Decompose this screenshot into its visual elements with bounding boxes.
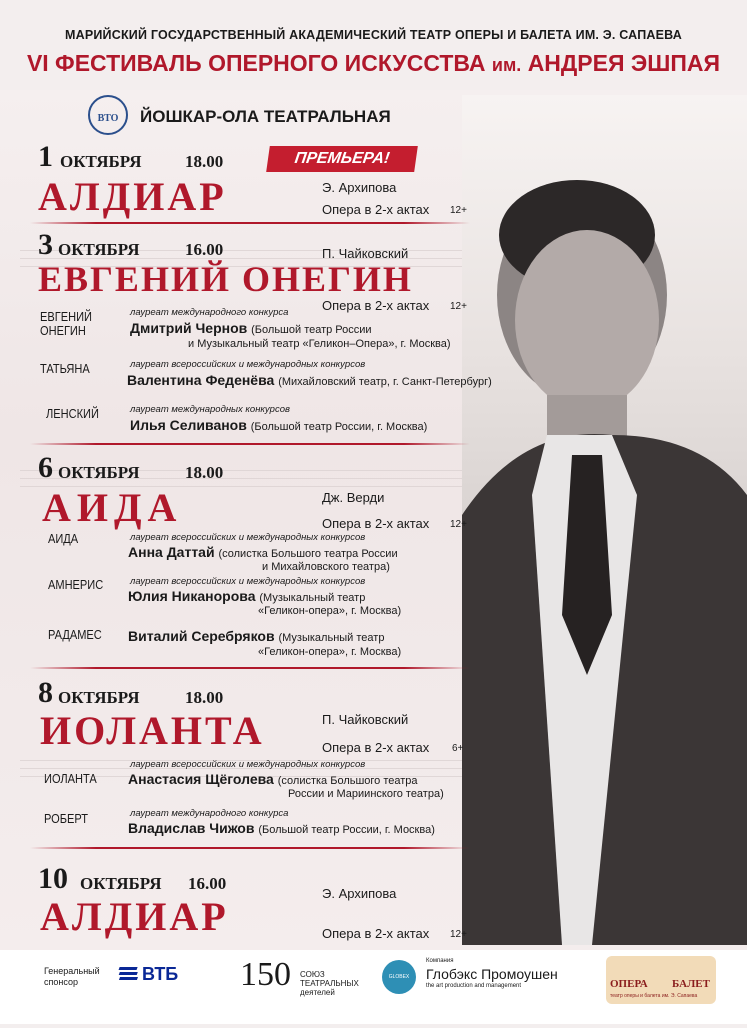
opera-ballet-logo [606,956,716,1004]
vto-logo [88,95,128,135]
event-type: Опера в 2-х актах [322,516,430,531]
cast-singer [128,588,365,604]
singer-name: Виталий Серебряков [128,628,275,644]
event-day: 8 [38,676,53,709]
theatre-name: МАРИЙСКИЙ ГОСУДАРСТВЕННЫЙ АКАДЕМИЧЕСКИЙ ТЕАТР ОПЕРЫ И БАЛЕТА ИМ. Э. САПАЕВА [65,28,682,42]
event-composer: Э. Архипова [322,886,397,901]
cast-singer [128,771,418,787]
cast-title: лауреат международных конкурсов [130,404,290,415]
cast-role: АИДА [48,531,79,546]
premiere-badge: ПРЕМЬЕРА! [266,146,418,172]
singer-affiliation-2: и Михайловского театра) [262,561,390,573]
vto-logo-text: ВТО [97,113,119,124]
std-text: СОЮЗ ТЕАТРАЛЬНЫХ деятелей [300,970,359,997]
event-age: 6+ [452,743,464,754]
cast-role: ТАТЬЯНА [40,361,90,376]
cast-singer [128,628,384,644]
event-age: 12+ [450,519,467,530]
singer-affiliation: (солистка Большого театра России [218,548,398,560]
divider [30,222,470,224]
singer-affiliation: (Большой театр России [251,324,372,336]
event-title: АИДА [42,485,183,530]
singer-name: Валентина Феденёва [127,372,275,388]
singer-affiliation-2: «Геликон-опера», г. Москва) [258,646,402,658]
event-day: 10 [38,862,68,895]
globex-subtitle: the art production and management [426,983,522,989]
festival-name: АНДРЕЯ ЭШПАЯ [527,50,721,76]
event-title: АЛДИАР [40,894,229,939]
globex-name: Глобэкс Промоушен [426,966,558,982]
general-sponsor-label: Генеральный спонсор [44,966,100,987]
vtb-stripes-icon [118,966,140,982]
event-age: 12+ [450,205,467,216]
cast-role: ЕВГЕНИЙ ОНЕГИН [40,309,92,338]
event-time: 18.00 [185,463,224,482]
cast-singer [127,372,492,388]
cast-role: РАДАМЕС [48,627,102,642]
event-time: 18.00 [185,688,224,707]
cast-role: ИОЛАНТА [44,771,97,786]
singer-name: Анастасия Щёголева [128,771,274,787]
globex-logo-icon: GLOBEX PROMOTION [382,960,416,994]
cast-title: лауреат всероссийских и международных конкурсов [130,532,366,543]
singer-affiliation: (Большой театр России, г. Москва) [250,421,428,433]
vtb-name: ВТБ [142,964,179,984]
event-title: ИОЛАНТА [40,708,265,753]
event-type: Опера в 2-х актах [322,740,430,755]
festival-prefix: VI ФЕСТИВАЛЬ ОПЕРНОГО ИСКУССТВА [26,50,486,76]
event-month: ОКТЯБРЯ [58,688,140,707]
event-month: ОКТЯБРЯ [80,874,162,893]
singer-affiliation-2: России и Мариинского театра) [288,788,444,800]
std-150-logo: 150 [240,956,291,993]
singer-name: Илья Селиванов [130,417,247,433]
cast-singer [130,320,372,336]
event-day: 3 [38,228,53,261]
event-composer: П. Чайковский [322,712,409,727]
event-month: ОКТЯБРЯ [60,152,142,171]
divider [30,847,470,849]
cast-role: РОБЕРТ [44,811,88,826]
singer-name: Анна Даттай [128,544,215,560]
singer-name: Владислав Чижов [128,820,255,836]
event-month: ОКТЯБРЯ [58,463,140,482]
opera-logo-sub: театр оперы и балета им. Э. Сапаева [610,993,698,999]
event-type: Опера в 2-х актах [322,298,430,313]
singer-affiliation: (Михайловский театр, г. Санкт-Петербург) [278,376,492,388]
singer-affiliation-2: и Музыкальный театр «Геликон–Опера», г. Москва) [188,338,451,350]
event-title: АЛДИАР [38,174,227,219]
event-composer: Э. Архипова [322,180,397,195]
singer-affiliation: (Музыкальный театр [278,632,385,644]
event-title: ЕВГЕНИЙ ОНЕГИН [38,259,413,299]
portrait-photo [462,95,747,945]
divider [30,443,470,445]
event-time: 16.00 [185,240,224,259]
event-time: 18.00 [185,152,224,171]
festival-im: им. [491,55,522,75]
cast-title: лауреат всероссийских и международных конкурсов [130,759,366,770]
cast-role: АМНЕРИС [48,577,104,592]
event-day: 6 [38,451,53,484]
event-composer: Дж. Верди [322,490,385,505]
event-type: Опера в 2-х актах [322,926,430,941]
event-age: 12+ [450,929,467,940]
cast-singer [128,820,435,836]
cast-singer [130,417,427,433]
festival-title [0,50,747,77]
singer-affiliation: (Большой театр России, г. Москва) [258,824,435,836]
singer-name: Юлия Никанорова [128,588,256,604]
opera-logo-left: ОПЕРА [610,978,648,990]
cast-title: лауреат международного конкурса [130,307,289,318]
singer-name: Дмитрий Чернов [130,320,248,336]
event-age: 12+ [450,301,467,312]
event-composer: П. Чайковский [322,246,409,261]
opera-logo-right: БАЛЕТ [672,978,710,990]
cast-title: лауреат всероссийских и международных конкурсов [130,576,366,587]
event-month: ОКТЯБРЯ [58,240,140,259]
cast-title: лауреат международного конкурса [130,808,289,819]
globex-company-label: Компания [426,958,454,964]
cast-role: ЛЕНСКИЙ [46,406,99,421]
singer-affiliation-2: «Геликон-опера», г. Москва) [258,605,402,617]
singer-affiliation: (солистка Большого театра [277,775,418,787]
cast-singer [128,544,398,560]
city-program-title: ЙОШКАР-ОЛА ТЕАТРАЛЬНАЯ [140,107,391,126]
cast-title: лауреат всероссийских и международных конкурсов [130,359,366,370]
event-time: 16.00 [188,874,227,893]
divider [30,667,470,669]
singer-affiliation: (Музыкальный театр [259,592,366,604]
sponsors-bar [0,950,747,1024]
event-type: Опера в 2-х актах [322,202,430,217]
event-day: 1 [38,140,53,173]
